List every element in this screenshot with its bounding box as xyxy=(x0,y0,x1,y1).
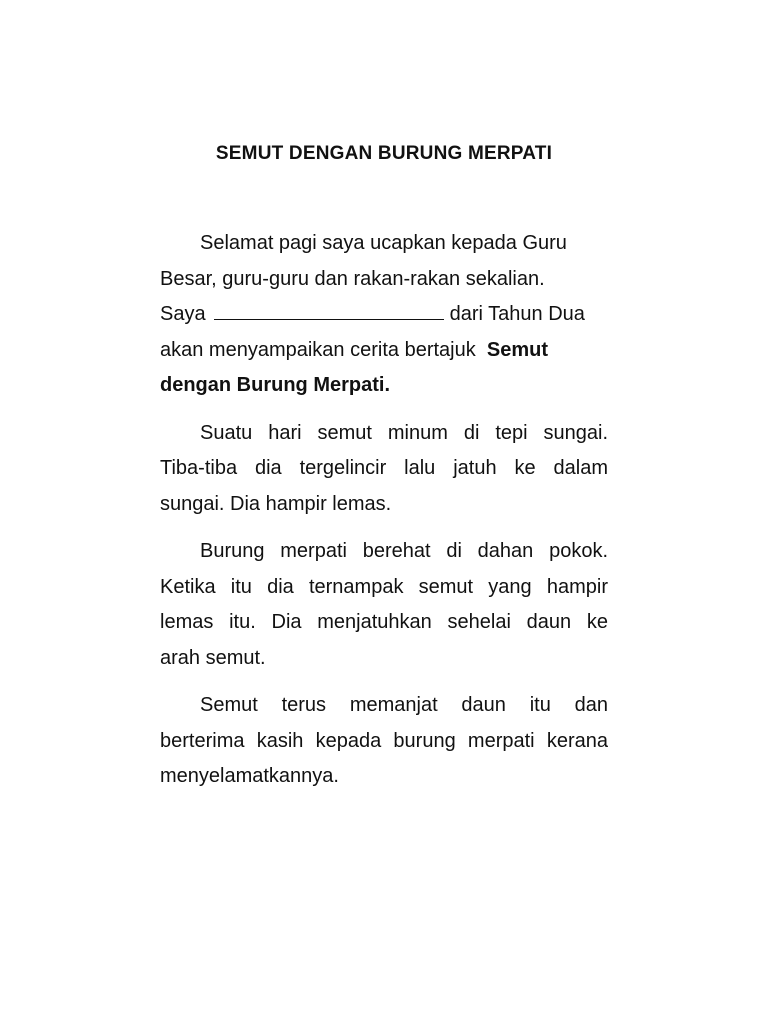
name-blank-line xyxy=(214,299,444,320)
text-line: Tiba-tiba dia tergelincir lalu jatuh ke dalam xyxy=(160,457,608,479)
document-body xyxy=(160,226,608,807)
text-line: arah semut. xyxy=(160,646,266,669)
text-line xyxy=(160,297,608,333)
text-line: Suatu hari semut minum di tepi sungai. xyxy=(200,421,608,444)
text-line: Selamat pagi saya ucapkan kepada Guru xyxy=(200,232,567,254)
text-line xyxy=(160,333,608,369)
text-line: lemas itu. Dia menjatuhkan sehelai daun ke xyxy=(160,611,608,633)
text-line: Besar, guru-guru dan rakan-rakan sekalian. xyxy=(160,267,545,290)
text-line: Burung merpati berehat di dahan pokok. xyxy=(200,540,608,562)
story-paragraph xyxy=(160,688,608,795)
text-fragment: akan menyampaikan cerita bertajuk xyxy=(160,338,476,361)
text-line: berterima kasih kepada burung merpati kerana xyxy=(160,729,608,752)
story-paragraph xyxy=(160,534,608,676)
text-line: Ketika itu dia ternampak semut yang hampir xyxy=(160,575,608,598)
text-line: menyelamatkannya. xyxy=(160,765,339,787)
text-fragment: dari Tahun Dua xyxy=(449,303,585,325)
page-title: SEMUT DENGAN BURUNG MERPATI xyxy=(215,143,553,164)
text-fragment: Saya xyxy=(160,303,206,325)
story-title-text: dengan Burung Merpati. xyxy=(160,374,390,396)
story-paragraph xyxy=(160,416,608,523)
intro-paragraph xyxy=(160,226,608,404)
story-title-text: Semut xyxy=(486,338,548,361)
text-line: Semut terus memanjat daun itu dan xyxy=(200,694,608,716)
text-line: sungai. Dia hampir lemas. xyxy=(160,492,392,515)
